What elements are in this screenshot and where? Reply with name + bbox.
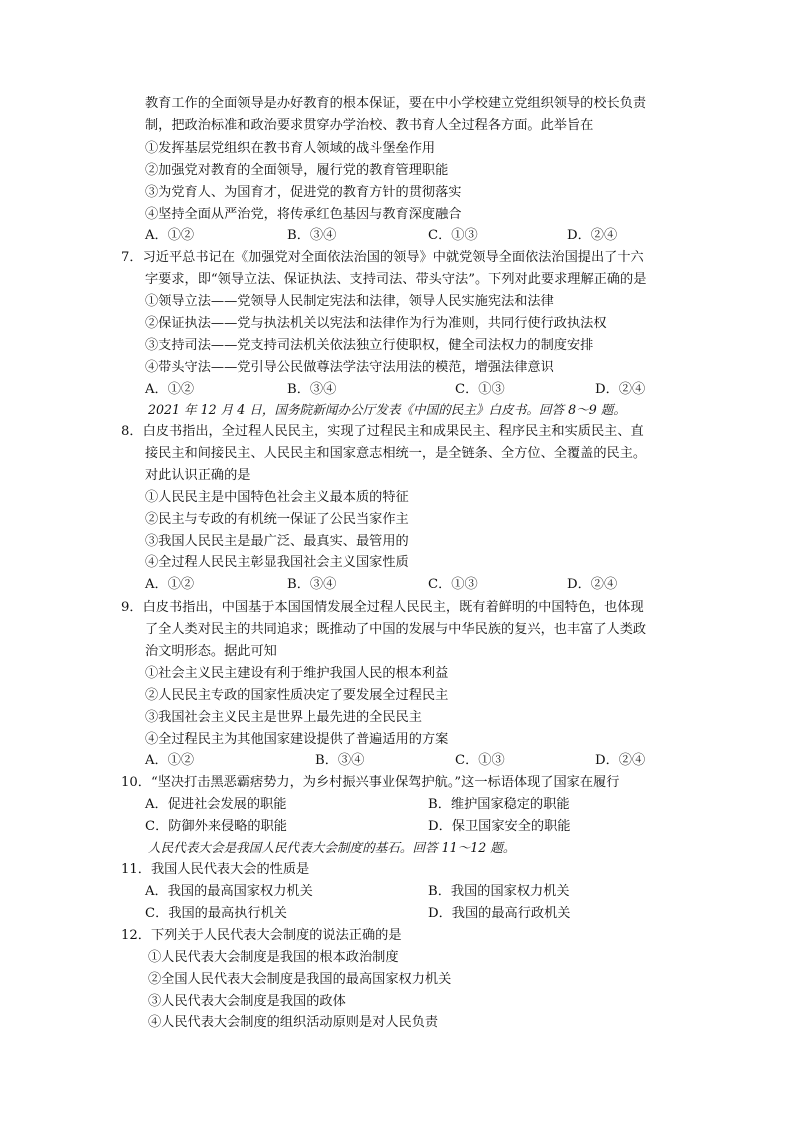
q9-stem-line-1: 9．白皮书指出，中国基于本国国情发展全过程人民民主，既有着鲜明的中国特色，也体现: [121, 600, 644, 615]
q9-option-d[interactable]: D．②④: [595, 753, 646, 768]
q8-option-a[interactable]: A．①②: [145, 577, 195, 592]
q9-option-b[interactable]: B．③④: [315, 753, 365, 768]
q12-stem: 12．下列关于人民代表大会制度的说法正确的是: [121, 928, 402, 943]
q9-item-3: ③我国社会主义民主是世界上最先进的全民民主: [145, 710, 422, 725]
q6-stem-line-1: 教育工作的全面领导是办好教育的根本保证，要在中小学校建立党组织领导的校长负责: [145, 96, 647, 111]
q6-stem-line-2: 制，把政治标准和政治要求贯穿办学治校、教书育人全过程各方面。此举旨在: [145, 118, 594, 133]
q9-option-c[interactable]: C．①③: [455, 753, 505, 768]
q8-item-2: ②民主与专政的有机统一保证了公民当家作主: [145, 512, 409, 527]
q10-option-a[interactable]: A．促进社会发展的职能: [145, 797, 287, 812]
q6-item-2: ②加强党对教育的全面领导，履行党的教育管理职能: [145, 163, 449, 178]
q10-option-d[interactable]: D．保卫国家安全的职能: [428, 819, 571, 834]
q7-stem-line-2: 字要求，即“领导立法、保证执法、支持司法、带头守法”。下列对此要求理解正确的是: [145, 272, 647, 287]
q9-item-4: ④全过程民主为其他国家建设提供了普遍适用的方案: [145, 732, 449, 747]
q7-item-1: ①领导立法——党领导人民制定宪法和法律，领导人民实施宪法和法律: [145, 294, 554, 309]
q7-item-3: ③支持司法——党支持司法机关依法独立行使职权，健全司法权力的制度安排: [145, 338, 594, 353]
q8-item-4: ④全过程人民民主彰显我国社会主义国家性质: [145, 555, 409, 570]
q8-option-c[interactable]: C．①③: [428, 577, 478, 592]
q7-option-c[interactable]: C．①③: [455, 382, 505, 397]
q6-item-4: ④坚持全面从严治党，将传承红色基因与教育深度融合: [145, 207, 462, 222]
q8-stem-line-3: 对此认识正确的是: [145, 468, 251, 483]
q7-option-d[interactable]: D．②④: [595, 382, 646, 397]
q6-option-d[interactable]: D．②④: [567, 228, 618, 243]
q6-item-3: ③为党育人、为国育才，促进党的教育方针的贯彻落实: [145, 185, 462, 200]
q9-item-1: ①社会主义民主建设有利于维护我国人民的根本利益: [145, 666, 449, 681]
q11-option-b[interactable]: B．我国的国家权力机关: [428, 884, 570, 899]
q6-option-b[interactable]: B．③④: [287, 228, 337, 243]
q12-item-2: ②全国人民代表大会制度是我国的最高国家权力机关: [148, 972, 452, 987]
q11-option-a[interactable]: A．我国的最高国家权力机关: [145, 884, 313, 899]
q8-item-1: ①人民民主是中国特色社会主义最本质的特征: [145, 490, 409, 505]
q12-item-1: ①人民代表大会制度是我国的根本政治制度: [148, 950, 399, 965]
q10-stem: 10．“坚决打击黑恶霸痞势力，为乡村振兴事业保驾护航。”这一标语体现了国家在履行: [121, 775, 620, 790]
q6-option-c[interactable]: C．①③: [428, 228, 478, 243]
q9-stem-line-3: 治文明形态。据此可知: [145, 644, 277, 659]
q11-option-c[interactable]: C．我国的最高执行机关: [145, 906, 287, 921]
q7-item-4: ④带头守法——党引导公民做尊法学法守法用法的模范，增强法律意识: [145, 360, 554, 375]
q7-option-b[interactable]: B．③④: [287, 382, 337, 397]
q6-option-a[interactable]: A．①②: [145, 228, 195, 243]
q8-stem-line-1: 8．白皮书指出，全过程人民民主，实现了过程民主和成果民主、程序民主和实质民主、直: [121, 424, 644, 439]
q8-stem-line-2: 接民主和间接民主、人民民主和国家意志相统一，是全链条、全方位、全覆盖的民主。: [145, 446, 647, 461]
q7-option-a[interactable]: A．①②: [145, 382, 195, 397]
q8-option-d[interactable]: D．②④: [567, 577, 618, 592]
intro-q11-q12: 人民代表大会是我国人民代表大会制度的基石。回答 11～12 题。: [148, 840, 516, 855]
q12-item-4: ④人民代表大会制度的组织活动原则是对人民负责: [148, 1015, 439, 1030]
q7-stem-line-1: 7．习近平总书记在《加强党对全面依法治国的领导》中就党领导全面依法治国提出了十六: [121, 250, 644, 265]
q11-option-d[interactable]: D．我国的最高行政机关: [428, 906, 571, 921]
q6-item-1: ①发挥基层党组织在教书育人领域的战斗堡垒作用: [145, 141, 436, 156]
intro-q8-q9: 2021 年 12 月 4 日，国务院新闻办公厅发表《中国的民主》白皮书。回答 8～9 题。: [148, 402, 626, 417]
q9-stem-line-2: 了全人类对民主的共同追求；既推动了中国的发展与中华民族的复兴，也丰富了人类政: [145, 622, 647, 637]
q8-option-b[interactable]: B．③④: [287, 577, 337, 592]
q9-option-a[interactable]: A．①②: [145, 753, 195, 768]
q10-option-b[interactable]: B．维护国家稳定的职能: [428, 797, 570, 812]
q11-stem: 11．我国人民代表大会的性质是: [121, 862, 310, 877]
q12-item-3: ③人民代表大会制度是我国的政体: [148, 994, 346, 1009]
q7-item-2: ②保证执法——党与执法机关以宪法和法律作为行为准则，共同行使行政执法权: [145, 316, 607, 331]
q8-item-3: ③我国人民民主是最广泛、最真实、最管用的: [145, 534, 409, 549]
q10-option-c[interactable]: C．防御外来侵略的职能: [145, 819, 287, 834]
q9-item-2: ②人民民主专政的国家性质决定了要发展全过程民主: [145, 688, 449, 703]
